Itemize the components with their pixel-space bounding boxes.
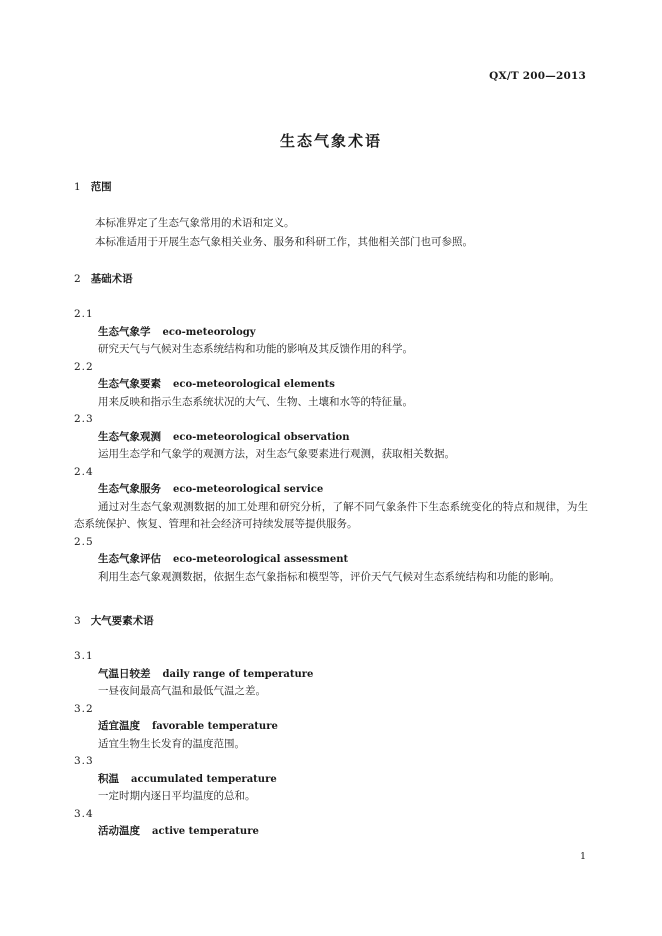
term-number: 2.4 (74, 465, 94, 478)
term-entry (74, 823, 588, 841)
term-english: accumulated temperature (131, 773, 277, 785)
term-chinese: 积温 (98, 772, 119, 785)
document-title: 生态气象术语 (279, 132, 382, 150)
section-heading (74, 178, 588, 196)
standard-code: QX/T 200—2013 (489, 70, 586, 82)
section-number: 2 (74, 273, 81, 285)
term-english: favorable temperature (152, 721, 278, 732)
page-number: 1 (579, 851, 586, 862)
term-definition: 适宜生物生长发育的温度范围。 (98, 737, 245, 750)
section-title: 大气要素术语 (90, 615, 154, 627)
term-chinese: 生态气象要素 (98, 378, 161, 390)
term-number: 2.1 (74, 308, 94, 320)
term-english: eco-meteorological assessment (173, 554, 349, 565)
term-definition: 运用生态学和气象学的观测方法，对生态气象要素进行观测，获取相关数据。 (98, 448, 455, 460)
term-english: eco-meteorological elements (173, 379, 335, 390)
term-entry (74, 429, 588, 447)
paragraph: 本标准适用于开展生态气象相关业务、服务和科研工作，其他相关部门也可参照。 (95, 236, 473, 248)
term-chinese: 活动温度 (98, 825, 140, 837)
term-definition: 通过对生态气象观测数据的加工处理和研究分析，了解不同气象条件下生态系统变化的特点和规律，为生态系统保护、恢复、管理和社会经济可持续发展等提供服务。 (74, 500, 588, 530)
term-english: eco-meteorology (162, 326, 256, 338)
term-number: 3.2 (74, 702, 94, 715)
term-entry (74, 551, 588, 569)
term-entry (74, 666, 588, 684)
term-entry (74, 324, 588, 342)
term-english: eco-meteorological observation (173, 431, 350, 443)
term-entry (74, 771, 588, 789)
term-chinese: 生态气象服务 (98, 483, 161, 495)
term-definition: 研究天气与气候对生态系统结构和功能的影响及其反馈作用的科学。 (98, 343, 413, 355)
term-english: eco-meteorological service (173, 484, 324, 495)
term-number: 2.2 (74, 360, 94, 373)
term-definition: 利用生态气象观测数据，依据生态气象指标和模型等，评价天气气候对生态系统结构和功能的影响。 (98, 570, 560, 583)
section-heading (74, 270, 588, 288)
document-body (74, 178, 588, 841)
term-chinese: 生态气象观测 (98, 430, 161, 443)
term-chinese: 气温日较差 (98, 667, 151, 680)
term-entry (74, 376, 588, 394)
section-number: 1 (74, 181, 81, 193)
term-number: 2.5 (74, 535, 94, 548)
term-definition: 一定时期内逐日平均温度的总和。 (98, 790, 256, 802)
term-english: active temperature (152, 826, 259, 837)
term-entry (74, 481, 588, 499)
section-number: 3 (74, 615, 81, 627)
term-number: 3.3 (74, 755, 94, 767)
term-definition: 用来反映和指示生态系统状况的大气、生物、土壤和水等的特征量。 (98, 395, 413, 408)
section-heading (74, 612, 588, 630)
term-number: 3.1 (74, 650, 94, 662)
paragraph: 本标准界定了生态气象常用的术语和定义。 (95, 217, 295, 229)
term-chinese: 生态气象学 (98, 325, 151, 338)
term-english: daily range of temperature (162, 668, 314, 680)
term-number: 2.3 (74, 413, 94, 425)
section-title: 范围 (90, 181, 112, 193)
section-title: 基础术语 (90, 273, 133, 285)
term-number: 3.4 (74, 807, 94, 820)
term-definition: 一昼夜间最高气温和最低气温之差。 (98, 685, 266, 697)
term-chinese: 生态气象评估 (98, 553, 161, 565)
term-chinese: 适宜温度 (98, 720, 140, 732)
term-entry (74, 718, 588, 736)
